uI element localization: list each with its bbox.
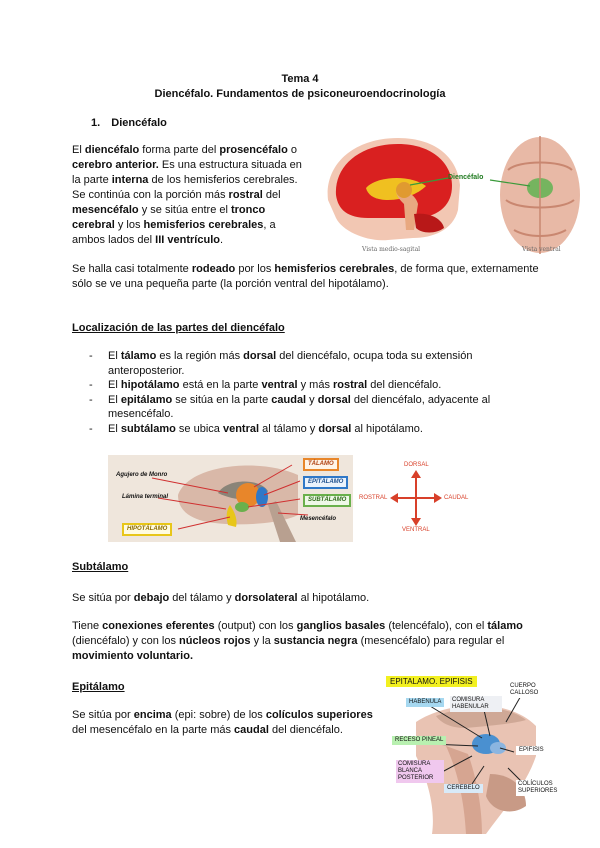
- label-receso-pineal: RECESO PINEAL: [392, 736, 446, 745]
- text-run: al hipotálamo.: [351, 422, 423, 435]
- text-run: y más: [297, 379, 333, 391]
- label-comisura-blanca: COMISURA BLANCA POSTERIOR: [396, 760, 444, 783]
- bold-term: cerebro anterior.: [72, 159, 159, 171]
- bold-term: debajo: [133, 592, 170, 604]
- caption-ventral: Vista ventral: [522, 246, 561, 253]
- compass-caudal: CAUDAL: [444, 495, 469, 501]
- bold-term: dorsal: [317, 393, 351, 406]
- bold-term: mesencéfalo: [72, 204, 139, 216]
- text-run: Tiene: [72, 620, 103, 632]
- label-habenula: HABENULA: [406, 698, 444, 707]
- text-run: (diencéfalo) y con los: [72, 635, 179, 647]
- brain-figure: [318, 130, 580, 260]
- epitalamo-heading: Epitálamo: [72, 681, 125, 693]
- orientation-compass: [356, 460, 476, 536]
- text-run: y se sitúa entre el: [138, 204, 231, 216]
- localization-heading: Localización de las partes del diencéfalo: [72, 322, 285, 334]
- text-run: y los: [114, 219, 144, 231]
- text-run: al hipotálamo.: [297, 592, 370, 604]
- epi-figure-title: EPITALAMO. EPIFISIS: [386, 676, 477, 687]
- text-run: del diencéfalo, adyacente al mesencéfalo.: [108, 393, 491, 420]
- label-agujero-monro: Agujero de Monro: [116, 472, 168, 478]
- box-subtalamo: SUBTÁLAMO: [303, 494, 351, 507]
- text-run: del mesencéfalo en la parte más: [72, 724, 235, 736]
- text-run: Se halla casi totalmente: [72, 263, 192, 275]
- bold-term: III ventrículo: [155, 234, 220, 246]
- text-run: del diencéfalo, ocupa toda su extensión anteroposterior.: [108, 350, 473, 377]
- section-number: 1.: [91, 117, 101, 129]
- label-epifisis: EPIFISIS: [516, 746, 547, 755]
- bold-term: núcleos rojos: [179, 635, 251, 647]
- bold-term: hemisferios cerebrales: [274, 263, 395, 275]
- bold-term: movimiento voluntario.: [72, 650, 194, 662]
- subtalamo-paragraph-2: [72, 619, 540, 664]
- label-lamina-terminal: Lámina terminal: [122, 494, 169, 500]
- epitalamo-figure: [386, 676, 566, 836]
- text-run: Es una estructura situada en la parte: [72, 159, 302, 186]
- text-run: (telencéfalo), con el: [385, 620, 488, 632]
- compass-rostral: ROSTRAL: [359, 495, 388, 501]
- compass-dorsal: DORSAL: [404, 462, 429, 468]
- text-run: (mesencéfalo) para regular el: [357, 635, 505, 647]
- text-run: El: [108, 393, 121, 406]
- text-run: se ubica: [175, 422, 223, 435]
- bold-term: rostral: [228, 189, 263, 201]
- text-run: está en la parte: [179, 379, 262, 391]
- box-epitalamo: EPITÁLAMO: [303, 476, 348, 489]
- text-run: del diencéfalo.: [367, 379, 442, 391]
- bold-term: dorsolateral: [234, 592, 298, 604]
- text-run: forma parte del: [139, 144, 220, 156]
- text-run: Se sitúa por: [72, 709, 134, 721]
- epitalamo-paragraph: [72, 708, 382, 738]
- bold-term: ventral: [261, 379, 298, 391]
- box-talamo: TÁLAMO: [303, 458, 339, 471]
- bold-term: prosencéfalo: [219, 144, 288, 156]
- bold-term: tálamo: [120, 350, 157, 362]
- box-hipotalamo: HIPOTÁLAMO: [122, 523, 172, 536]
- text-run: es la región más: [156, 350, 244, 362]
- text-run: , a ambos lados del: [72, 219, 276, 246]
- text-run: por los: [235, 263, 275, 275]
- text-run: se sitúa en la parte: [172, 393, 272, 406]
- subtalamo-paragraph-1: [72, 591, 512, 606]
- text-run: El: [108, 379, 121, 391]
- subtalamo-heading: Subtálamo: [72, 561, 129, 573]
- text-run: (output) con los: [214, 620, 297, 632]
- text-run: .: [219, 234, 224, 246]
- bold-term: epitálamo: [120, 393, 173, 406]
- diencefalo-label: Diencéfalo: [448, 174, 484, 181]
- bold-term: interna: [111, 174, 149, 186]
- text-run: o: [287, 144, 297, 156]
- brain-illustration: [318, 130, 580, 260]
- list-item: [82, 378, 518, 393]
- caption-sagittal: Vista medio-sagital: [362, 246, 421, 253]
- label-coliculos-superiores: COLÍCULOS SUPERIORES: [516, 780, 564, 796]
- bold-term: dorsal: [318, 422, 352, 435]
- bold-term: rostral: [333, 379, 368, 391]
- label-comisura-habenular: COMISURA HABENULAR: [450, 696, 502, 712]
- text-run: y: [306, 393, 318, 406]
- list-item: [82, 422, 518, 437]
- list-item: [82, 393, 518, 422]
- localization-list: [82, 349, 518, 436]
- text-run: (epi: sobre) de los: [171, 709, 266, 721]
- section-heading: [91, 117, 167, 129]
- text-run: del tálamo y: [169, 592, 235, 604]
- text-run: El: [108, 422, 121, 435]
- label-cerebelo: CEREBELO: [444, 784, 483, 793]
- bold-term: conexiones eferentes: [102, 620, 215, 632]
- compass-ventral: VENTRAL: [402, 527, 430, 533]
- document-topic: Tema 4: [281, 73, 319, 85]
- bold-term: caudal: [234, 724, 269, 736]
- text-run: de los hemisferios cerebrales. Se continúa con la porción más: [72, 174, 298, 201]
- bold-term: hipotálamo: [120, 379, 180, 391]
- bold-term: caudal: [271, 393, 307, 406]
- text-run: El: [108, 350, 121, 362]
- label-mesencefalo: Mesencéfalo: [300, 516, 337, 522]
- text-run: del: [262, 189, 281, 201]
- text-run: Se sitúa por: [72, 592, 134, 604]
- bold-term: tronco cerebral: [72, 204, 266, 231]
- bold-term: hemisferios cerebrales: [143, 219, 264, 231]
- text-run: , de forma que, externamente sólo se ve una pequeña parte (la porción ventral del hipotálamo).: [72, 263, 539, 290]
- bold-term: dorsal: [243, 350, 277, 362]
- text-run: del diencéfalo.: [268, 724, 343, 736]
- intro-paragraph: [72, 143, 308, 248]
- list-item: [82, 349, 518, 378]
- bold-term: subtálamo: [120, 422, 176, 435]
- bold-term: sustancia negra: [273, 635, 358, 647]
- text-run: al tálamo y: [259, 422, 319, 435]
- surround-paragraph: [72, 262, 542, 292]
- document-title: Diencéfalo. Fundamentos de psiconeuroendocrinología: [154, 88, 446, 100]
- bold-term: ventral: [222, 422, 260, 435]
- bold-term: colículos superiores: [265, 709, 373, 721]
- bold-term: diencéfalo: [84, 144, 140, 156]
- bold-term: ganglios basales: [296, 620, 386, 632]
- bold-term: rodeado: [191, 263, 236, 275]
- section-title: Diencéfalo: [111, 117, 167, 129]
- text-run: El: [72, 144, 85, 156]
- bold-term: encima: [133, 709, 172, 721]
- text-run: y la: [250, 635, 274, 647]
- label-cuerpo-calloso: CUERPO CALLOSO: [508, 682, 556, 698]
- parts-figure: [108, 455, 353, 542]
- bold-term: tálamo: [487, 620, 523, 632]
